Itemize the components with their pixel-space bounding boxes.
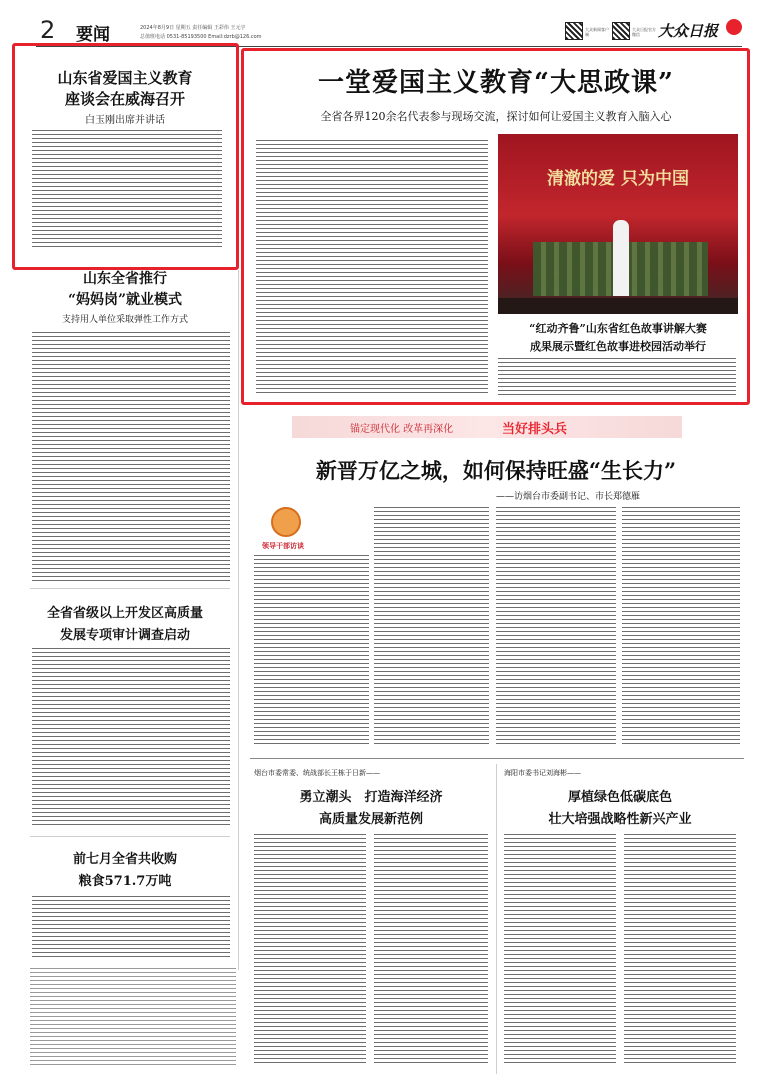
city-body-col4	[622, 507, 740, 745]
page-number: 2	[40, 16, 56, 44]
yantai-kicker: 烟台市委常委、统战部长王栋于日新——	[254, 769, 380, 777]
section-title: 要闻	[76, 25, 110, 45]
section-banner	[292, 416, 682, 438]
haiyang-headline-line1: 厚植绿色低碳底色	[567, 790, 672, 805]
lead-subtitle: 全省各界120余名代表参与现场交流，探讨如何让爱国主义教育入脑入心	[320, 110, 672, 123]
yantai-headline-line1: 勇立潮头 打造海洋经济	[299, 790, 443, 805]
haiyang-kicker: 海阳市委书记刘海彬——	[504, 769, 581, 777]
headline-subtitle: 白玉刚出席并讲话	[85, 115, 165, 126]
headline-line2: 发展专项审计调查启动	[59, 628, 190, 643]
qr-code-icon	[565, 22, 583, 40]
interview-badge: 领导干部访谈	[262, 541, 304, 550]
banner-right: 当好排头兵	[502, 422, 568, 437]
red-story-headline-line2: 成果展示暨红色故事进校园活动举行	[530, 340, 706, 353]
haiyang-body-col2	[624, 834, 736, 1064]
yantai-body-col2	[374, 834, 488, 1064]
headline-line1: 山东省爱国主义教育	[57, 69, 193, 87]
city-body-col2	[374, 507, 489, 745]
footnote-block	[30, 968, 236, 1068]
headline-line2: “妈妈岗”就业模式	[67, 292, 183, 308]
headline-line1: 山东全省推行	[83, 271, 167, 287]
qr2-label: 大众日报官方微信	[632, 27, 656, 37]
article-body	[32, 332, 230, 584]
highlight-box	[241, 48, 750, 405]
red-story-headline-line1: “红动齐鲁”山东省红色故事讲解大赛	[529, 322, 707, 335]
haiyang-body-col1	[504, 834, 616, 1064]
article-city-interview	[246, 445, 746, 755]
haiyang-headline-line2: 壮大培强战略性新兴产业	[548, 812, 692, 827]
qr-code-icon	[612, 22, 630, 40]
article-haiyang-green	[498, 764, 748, 1074]
article-grain-purchase	[20, 840, 240, 960]
city-subtitle: ——访烟台市委副书记、市长郑德雁	[496, 492, 641, 502]
qr1-label: 大众新闻客户端	[585, 27, 609, 37]
headline-line2: 粮食571.7万吨	[78, 874, 172, 889]
city-body-col3	[496, 507, 616, 745]
header-meta-line1: 2024年8月9日 星期五 责任编辑 王彩伟 王元宇	[140, 25, 246, 31]
city-body-col1	[254, 555, 369, 745]
article-body	[32, 648, 230, 828]
highlight-box	[12, 43, 239, 270]
banner-left: 锚定现代化 改革再深化	[350, 424, 454, 435]
article-body	[32, 896, 230, 960]
yantai-body-col1	[254, 834, 366, 1064]
article-yantai-marine	[246, 764, 496, 1074]
article-mama-jobs	[20, 268, 240, 588]
masthead-logo: 大众日报	[658, 22, 719, 40]
header-meta-line2: 总值班电话 0531-85193500 Email:dzrb@126.com	[140, 34, 262, 40]
city-headline: 新晋万亿之城，如何保持旺盛“生长力”	[315, 458, 677, 483]
headline-line1: 全省省级以上开发区高质量	[46, 606, 203, 621]
headline-line2: 座谈会在威海召开	[64, 90, 185, 108]
article-dev-zone-audit	[20, 596, 240, 836]
yantai-headline-line2: 高质量发展新范例	[318, 812, 423, 827]
masthead-emblem-icon	[726, 19, 742, 35]
headline-line1: 前七月全省共收购	[72, 852, 177, 867]
photo-banner-text: 清澈的爱 只为中国	[547, 169, 689, 189]
lead-headline: 一堂爱国主义教育“大思政课”	[318, 68, 674, 98]
interview-badge-icon	[271, 507, 301, 537]
headline-subtitle: 支持用人单位采取弹性工作方式	[61, 315, 188, 325]
